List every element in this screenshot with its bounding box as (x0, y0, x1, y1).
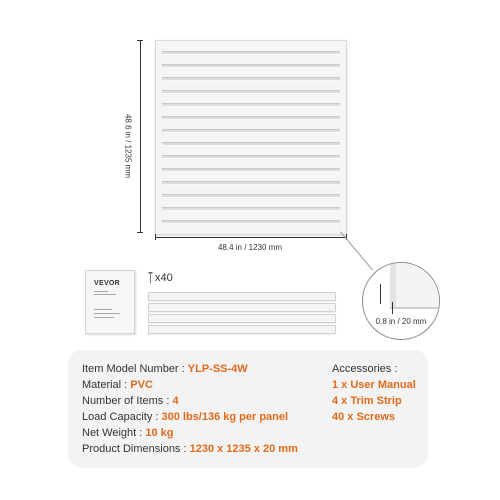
spec-value: 300 lbs/136 kg per panel (161, 411, 289, 423)
spec-value: 1230 x 1235 x 20 mm (189, 443, 298, 455)
screw-icon (148, 272, 153, 284)
spec-label: Material : (82, 379, 131, 391)
spec-number-of-items (82, 395, 179, 407)
spec-net-weight (82, 427, 174, 439)
panel-slat (162, 116, 340, 120)
spec-label: Item Model Number : (82, 363, 188, 375)
user-manual-image (85, 270, 135, 334)
panel-slat (162, 77, 340, 81)
accessory-item: 1 x User Manual (332, 379, 416, 391)
panel-slat (162, 103, 340, 107)
thickness-dimension-left-tick (380, 284, 381, 304)
accessory-item: 4 x Trim Strip (332, 395, 402, 407)
spec-value: 10 kg (145, 427, 174, 439)
thickness-detail-circle (362, 262, 440, 340)
spec-load-capacity (82, 411, 288, 423)
manual-text-line (94, 309, 112, 310)
spec-value: PVC (130, 379, 153, 391)
accessories-title: Accessories : (332, 363, 398, 375)
panel-slat (162, 51, 340, 55)
spec-label: Net Weight : (82, 427, 146, 439)
specifications-box (68, 350, 428, 468)
spec-label: Number of Items : (82, 395, 173, 407)
trim-strip (148, 325, 336, 334)
panel-slat (162, 194, 340, 198)
trim-strip (148, 303, 336, 312)
height-dimension-tick-top (137, 40, 143, 41)
trim-strip (148, 292, 336, 301)
panel-slat (162, 142, 340, 146)
manual-text-line (94, 291, 108, 292)
thickness-detail-panel (390, 263, 440, 309)
width-dimension-line (155, 237, 347, 238)
panel-slats (162, 51, 340, 224)
manual-text-line (94, 294, 116, 295)
spec-model (82, 363, 248, 375)
panel-slat (162, 168, 340, 172)
panel-slat (162, 207, 340, 211)
spec-material (82, 379, 153, 391)
panel-slat (162, 90, 340, 94)
height-dimension-line (140, 40, 141, 233)
trim-strip (148, 314, 336, 323)
manual-logo: VEVOR (94, 280, 121, 287)
height-dimension-tick-bottom (137, 232, 143, 233)
height-dimension-label: 48.6 in / 1235 mm (123, 113, 133, 179)
panel-slat (162, 155, 340, 159)
thickness-dimension-label: 0.8 in / 20 mm (375, 317, 427, 326)
panel-slat (162, 181, 340, 185)
thickness-dimension-right-tick (392, 302, 393, 314)
spec-label: Load Capacity : (82, 411, 162, 423)
panel-slat (162, 64, 340, 68)
manual-text-line (94, 317, 114, 318)
accessory-item: 40 x Screws (332, 411, 395, 423)
width-dimension-label: 48.4 in / 1230 mm (217, 243, 283, 252)
spec-product-dimensions (82, 443, 298, 455)
panel-slat (162, 220, 340, 224)
screw-count-label: x40 (155, 272, 173, 284)
manual-text-line (94, 313, 120, 314)
spec-label: Product Dimensions : (82, 443, 190, 455)
slatwall-panel-image (155, 40, 347, 235)
panel-slat (162, 129, 340, 133)
width-dimension-tick-left (155, 234, 156, 240)
spec-value: YLP-SS-4W (187, 363, 248, 375)
spec-value: 4 (172, 395, 179, 407)
thickness-detail-edge (390, 263, 396, 307)
